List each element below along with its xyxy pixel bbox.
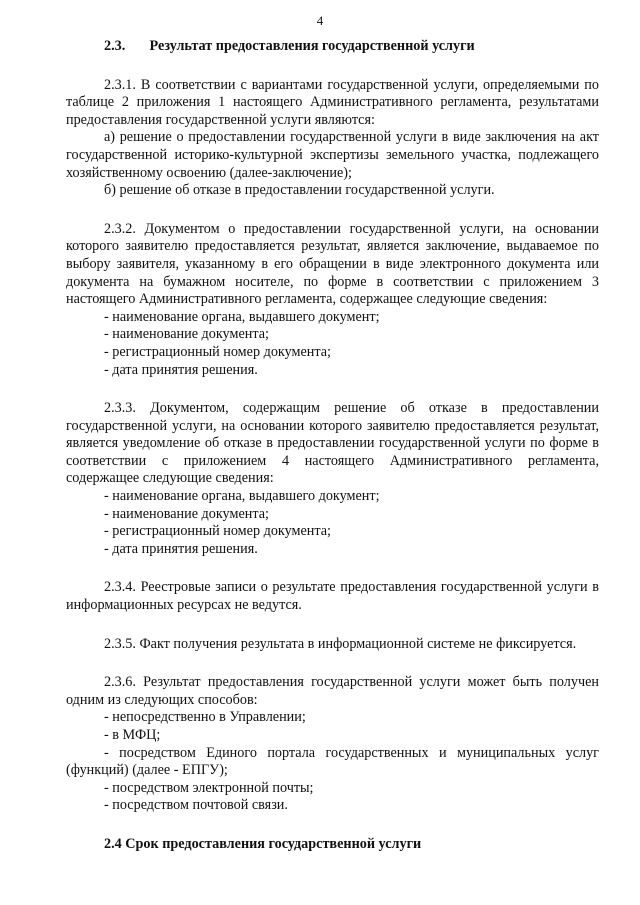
list-item: а) решение о предоставлении государственной услуги в виде заключения на акт государственной историко-культурной экспертизы земельного участка, подлежащего хозяйственному освоению (далее-заключение);: [66, 129, 599, 181]
list-item: - посредством электронной почты;: [104, 779, 314, 796]
list-item: - наименование органа, выдавшего документ;: [104, 488, 380, 505]
list-item: - наименование документа;: [104, 326, 269, 343]
page-number: 4: [316, 13, 324, 28]
paragraph-2-3-4: 2.3.4. Реестровые записи о результате предоставления государственной услуги в информационных ресурсах не ведутся.: [66, 579, 599, 614]
paragraph-2-3-1: 2.3.1. В соответствии с вариантами государственной услуги, определяемыми по таблице 2 приложения 1 настоящего Административного регламента, результатами предоставления государственной услуги являются:: [66, 76, 599, 128]
paragraph-2-3-2: 2.3.2. Документом о предоставлении государственной услуги, на основании которого заявителю предоставляется результат, является заключение, выдаваемое по выбору заявителя, указанному в его обращении в виде электронного документа или документа на бумажном носителе, по форме в соответствии с приложением 3 настоящего Административного регламента, содержащее следующие сведения:: [66, 220, 599, 308]
spacer: [66, 615, 599, 636]
delivery-methods-list: [66, 709, 599, 815]
spacer: [66, 56, 599, 77]
info-list: [66, 488, 599, 558]
section-heading-2-3: [66, 38, 599, 56]
list-item: - регистрационный номер документа;: [104, 523, 331, 540]
list-item: - наименование документа;: [104, 505, 269, 522]
spacer: [66, 558, 599, 579]
list-item: б) решение об отказе в предоставлении государственной услуги.: [104, 182, 495, 199]
spacer: [66, 653, 599, 674]
list-item: - регистрационный номер документа;: [104, 343, 331, 360]
section-number: 2.4: [104, 835, 122, 852]
list-item: - посредством почтовой связи.: [104, 797, 288, 814]
section-number: 2.3.: [104, 38, 126, 54]
info-list: [66, 309, 599, 379]
list-item: - дата принятия решения.: [104, 361, 258, 378]
list-item: - посредством Единого портала государственных и муниципальных услуг (функций) (далее - ЕПГУ);: [66, 744, 599, 779]
paragraph-2-3-6: 2.3.6. Результат предоставления государственной услуги может быть получен одним из следующих способов:: [66, 674, 599, 708]
list-item: - в МФЦ;: [104, 727, 161, 743]
section-title: Срок предоставления государственной услуги: [125, 835, 422, 852]
document-body: [66, 30, 599, 854]
section-title: Результат предоставления государственной услуги: [149, 38, 475, 54]
list-item: - наименование органа, выдавшего документ;: [104, 308, 380, 325]
spacer: [66, 379, 599, 400]
spacer: [66, 200, 599, 221]
paragraph-2-3-5: 2.3.5. Факт получения результата в информационной системе не фиксируется.: [104, 635, 577, 652]
section-heading-2-4: [66, 836, 599, 854]
spacer: [66, 815, 599, 836]
list-item: - дата принятия решения.: [104, 540, 258, 557]
list-item: - непосредственно в Управлении;: [104, 709, 306, 726]
paragraph-2-3-3: 2.3.3. Документом, содержащим решение об отказе в предоставлении государственной услуги, на основании которого заявителю предоставляется результат, является уведомление об отказе в предоставлении государственной услуги по форме в соответствии с приложением 4 настоящего Административного регламента, содержащее следующие сведения:: [66, 400, 599, 487]
